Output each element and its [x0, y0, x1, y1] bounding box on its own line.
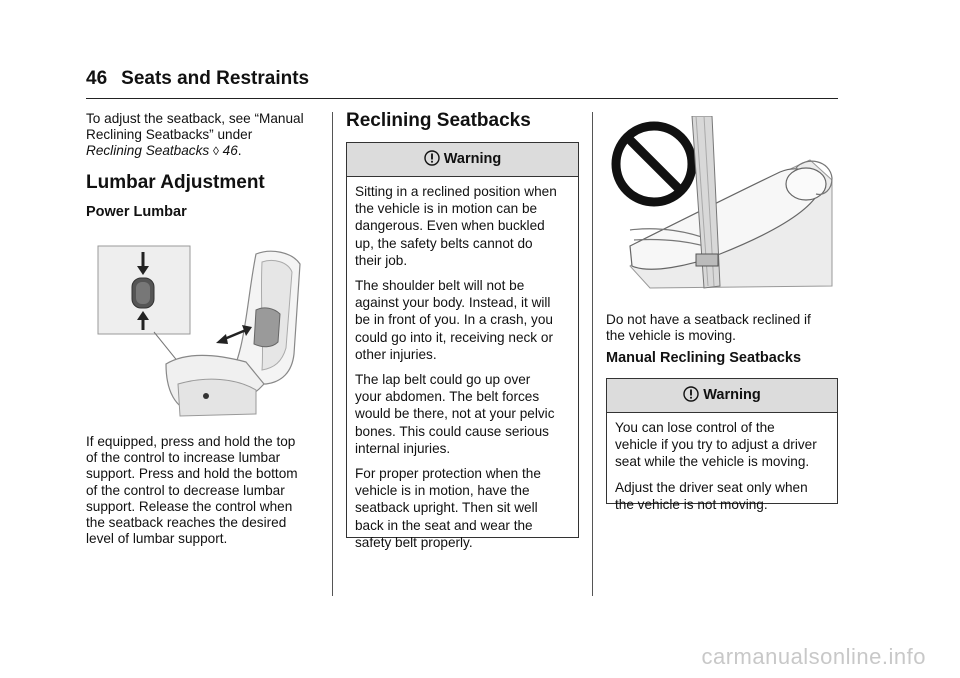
warning-text: The lap belt could go up over — [355, 372, 531, 388]
lumbar-line-2: of the control to increase lumbar — [86, 450, 281, 466]
subheading-power-lumbar: Power Lumbar — [86, 204, 187, 220]
column-divider-right — [592, 112, 593, 596]
lumbar-line-7: level of lumbar support. — [86, 531, 228, 547]
lumbar-line-3: support. Press and hold the bottom — [86, 466, 298, 482]
intro-paragraph — [86, 111, 304, 160]
reclined-caption — [606, 312, 811, 344]
reclined-passenger-illustration — [610, 116, 836, 294]
warning-text: up, the safety belts cannot do — [355, 235, 533, 251]
lumbar-line-5: support. Release the control when — [86, 498, 293, 514]
page-number: 46 — [86, 68, 108, 89]
intro-line-1: To adjust the seatback, see “Manual — [86, 111, 304, 126]
warning-header — [607, 379, 837, 413]
warning-body — [607, 413, 837, 513]
warning-paragraph — [355, 465, 570, 551]
warning-text: against your body. Instead, it will — [355, 295, 551, 311]
warning-text: would be there, not at your pelvic — [355, 406, 555, 422]
caption-line-2: the vehicle is moving. — [606, 328, 736, 344]
section-title: Seats and Restraints — [121, 68, 310, 89]
warning-text: seatback upright. Then sit well — [355, 500, 538, 516]
warning-text: back in the seat and wear the — [355, 517, 533, 533]
warning-text: be in front of you. In a crash, you — [355, 312, 553, 328]
intro-line-2: Reclining Seatbacks” under — [86, 127, 253, 143]
intro-ref-page[interactable]: 46 — [222, 143, 238, 159]
column-divider-left — [332, 112, 333, 596]
warning-paragraph — [615, 479, 829, 513]
warning-text: their job. — [355, 252, 408, 268]
warning-text: the vehicle is not moving. — [615, 496, 768, 512]
intro-ref-end: . — [237, 143, 242, 159]
watermark: carmanualsonline.info — [701, 644, 926, 669]
warning-text: Sitting in a reclined position when — [355, 184, 557, 199]
warning-paragraph — [355, 371, 570, 457]
warning-text: For proper protection when the — [355, 466, 541, 482]
lumbar-line-1: If equipped, press and hold the top — [86, 434, 296, 449]
warning-box-manual — [606, 378, 838, 512]
warning-text: internal injuries. — [355, 440, 451, 456]
warning-text: seat while the vehicle is moving. — [615, 454, 810, 470]
lumbar-line-4: of the control to decrease lumbar — [86, 482, 285, 498]
warning-header — [347, 143, 578, 177]
warning-body — [347, 177, 578, 551]
page-ref-icon: ◊ — [212, 144, 219, 159]
page-header — [86, 68, 838, 90]
warning-paragraph — [355, 183, 570, 269]
warning-text: vehicle if you try to adjust a driver — [615, 437, 817, 453]
warning-text: bones. This could cause serious — [355, 423, 549, 439]
power-lumbar-illustration — [96, 244, 310, 424]
caption-line-1: Do not have a seatback reclined if — [606, 312, 811, 327]
warning-icon — [683, 386, 699, 402]
lumbar-instructions — [86, 434, 298, 547]
warning-text: Adjust the driver seat only when — [615, 479, 808, 495]
lumbar-line-6: the seatback reaches the desired — [86, 515, 287, 531]
warning-text: dangerous. Even when buckled — [355, 218, 545, 234]
warning-paragraph — [355, 277, 570, 363]
warning-text: your abdomen. The belt forces — [355, 389, 540, 405]
warning-text: vehicle is in motion, have the — [355, 483, 530, 499]
header-rule — [86, 98, 838, 99]
warning-text: other injuries. — [355, 346, 437, 362]
heading-reclining-seatbacks: Reclining Seatbacks — [346, 110, 531, 131]
warning-paragraph — [615, 419, 829, 471]
intro-cross-reference[interactable]: Reclining Seatbacks — [86, 143, 210, 159]
subheading-manual-reclining: Manual Reclining Seatbacks — [606, 350, 802, 366]
heading-lumbar-adjustment: Lumbar Adjustment — [86, 172, 265, 193]
warning-text: The shoulder belt will not be — [355, 278, 525, 294]
warning-icon — [424, 150, 440, 166]
warning-text: You can lose control of the — [615, 420, 775, 435]
warning-text: the vehicle is in motion can be — [355, 201, 538, 217]
warning-title: Warning — [443, 151, 502, 167]
warning-text: safety belt properly. — [355, 534, 473, 550]
warning-box-reclining — [346, 142, 579, 550]
warning-title: Warning — [703, 387, 761, 403]
warning-text: could go into it, receiving neck or — [355, 329, 553, 345]
